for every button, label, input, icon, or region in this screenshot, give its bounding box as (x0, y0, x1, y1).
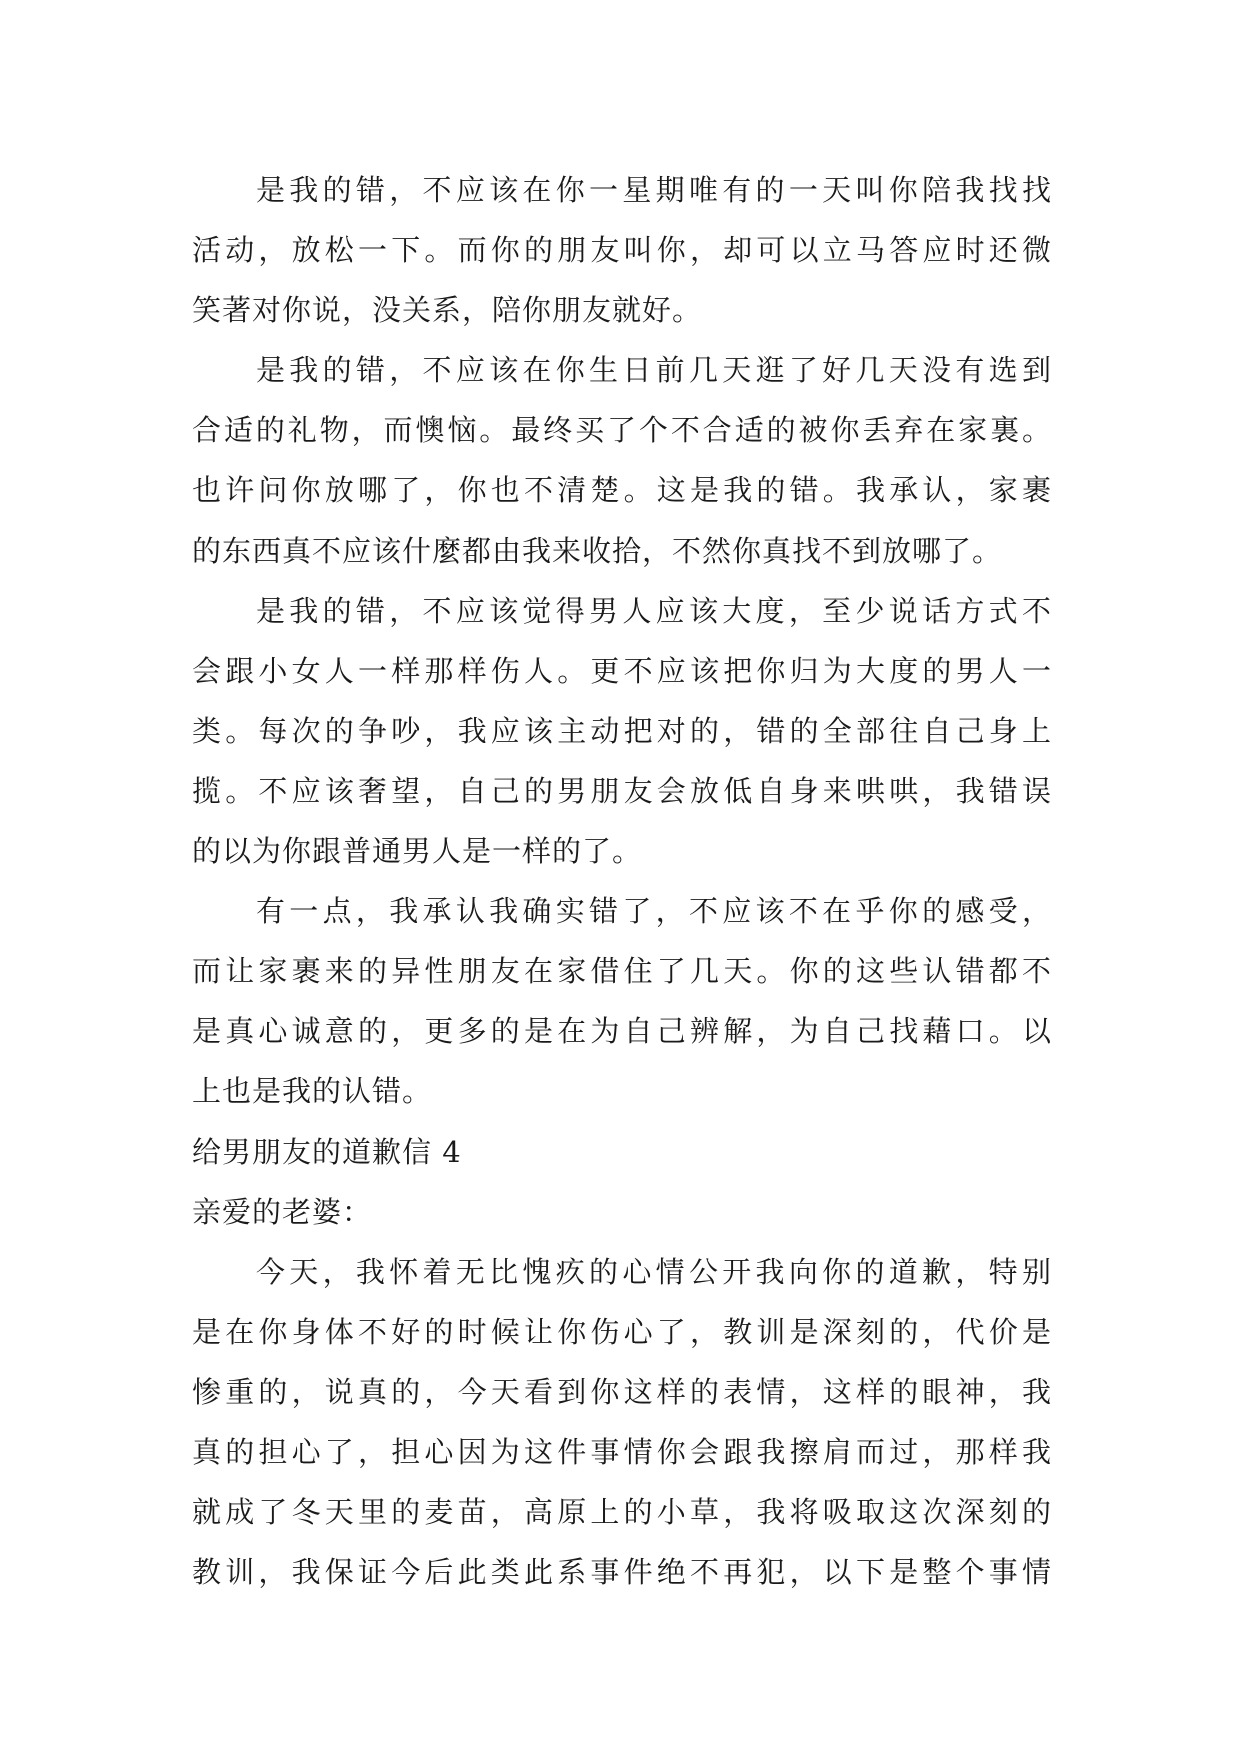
paragraph-line: 揽。不应该奢望，自己的男朋友会放低自身来哄哄，我错误 (192, 773, 1052, 808)
paragraph-line: 惨重的，说真的，今天看到你这样的表情，这样的眼神，我 (192, 1374, 1052, 1409)
paragraph-line: 也许问你放哪了，你也不清楚。这是我的错。我承认，家裹 (192, 473, 1052, 508)
paragraph-line: 会跟小女人一样那样伤人。更不应该把你归为大度的男人一 (192, 653, 1052, 688)
letter-body (192, 160, 1052, 1602)
paragraph-line: 上也是我的认错。 (192, 1074, 433, 1109)
paragraph-line: 教训，我保证今后此类此系事件绝不再犯，以下是整个事情 (192, 1555, 1052, 1590)
paragraph-line: 今天，我怀着无比愧疚的心情公开我向你的道歉，特别 (256, 1254, 1052, 1289)
paragraph-line: 就成了冬天里的麦苗，高原上的小草，我将吸取这次深刻的 (192, 1495, 1052, 1530)
paragraph-line: 笑著对你说，没关系，陪你朋友就好。 (192, 293, 703, 328)
paragraph-line: 真的担心了，担心因为这件事情你会跟我擦肩而过，那样我 (192, 1434, 1052, 1469)
salutation: 亲爱的老婆： (192, 1194, 373, 1229)
paragraph-line: 类。每次的争吵，我应该主动把对的，错的全部往自己身上 (192, 713, 1052, 748)
paragraph-line: 而让家裹来的异性朋友在家借住了几天。你的这些认错都不 (192, 954, 1052, 989)
paragraph-line: 是在你身体不好的时候让你伤心了，教训是深刻的，代价是 (192, 1314, 1052, 1349)
section-title: 给男朋友的道歉信 4 (192, 1134, 462, 1169)
paragraph-line: 是我的错，不应该觉得男人应该大度，至少说话方式不 (256, 593, 1052, 628)
paragraph-line: 是真心诚意的，更多的是在为自己辨解，为自己找藉口。以 (192, 1014, 1052, 1049)
paragraph-line: 活动，放松一下。而你的朋友叫你，却可以立马答应时还微 (192, 233, 1052, 268)
paragraph-line: 合适的礼物，而懊恼。最终买了个不合适的被你丢弃在家裏。 (192, 413, 1052, 448)
paragraph-line: 是我的错，不应该在你生日前几天逛了好几天没有选到 (256, 353, 1052, 388)
paragraph-line: 有一点，我承认我确实错了，不应该不在乎你的感受， (256, 894, 1052, 929)
paragraph-line: 的以为你跟普通男人是一样的了。 (192, 834, 643, 869)
paragraph-line: 是我的错，不应该在你一星期唯有的一天叫你陪我找找 (256, 173, 1052, 207)
paragraph-line: 的东西真不应该什麼都由我来收拾，不然你真找不到放哪了。 (192, 533, 1003, 568)
